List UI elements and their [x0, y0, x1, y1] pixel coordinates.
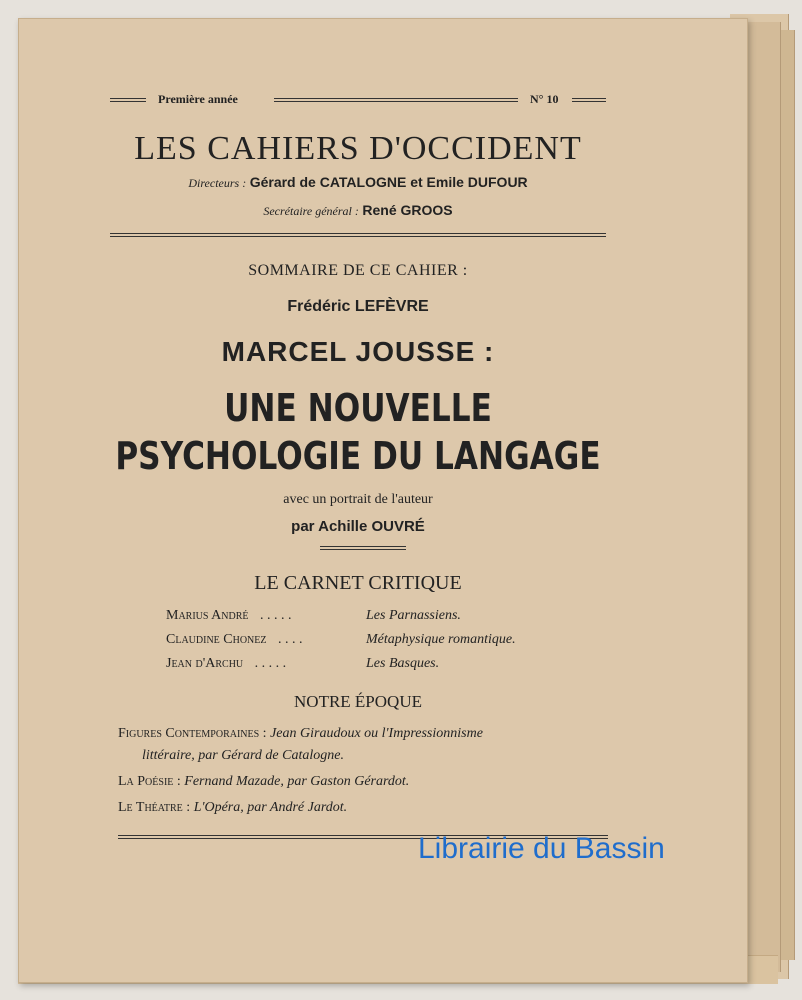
secretaire-name: René GROOS [362, 202, 453, 218]
directeurs-label: Directeurs : [188, 176, 247, 190]
carnet-item [166, 608, 292, 624]
secretaire-label: Secrétaire général : [263, 204, 359, 218]
author-name: Frédéric LEFÈVRE [287, 298, 429, 315]
year-label: Première année [158, 92, 238, 106]
carnet-author: Marius André [166, 608, 249, 623]
rule [320, 546, 406, 550]
theatre-label: Le Théatre : [118, 800, 191, 815]
poesie-text: Fernand Mazade, par Gaston Gérardot. [184, 774, 410, 789]
main-title-line1: UNE NOUVELLE [224, 386, 492, 430]
portrait-note: avec un portrait de l'auteur [283, 492, 433, 507]
subject-heading: MARCEL JOUSSE : [221, 336, 495, 367]
sommaire-heading: SOMMAIRE DE CE CAHIER : [248, 262, 468, 279]
carnet-heading: LE CARNET CRITIQUE [254, 572, 462, 594]
rule [110, 98, 146, 102]
carnet-title: Les Parnassiens. [366, 608, 461, 623]
figures-entry [118, 726, 610, 742]
carnet-title: Les Basques. [366, 656, 440, 671]
directeurs-line [18, 174, 698, 192]
portrait-credit: par Achille OUVRÉ [291, 518, 425, 535]
directeurs-names: Gérard de CATALOGNE et Emile DUFOUR [249, 174, 528, 190]
main-title-line2: PSYCHOLOGIE DU LANGAGE [115, 434, 601, 478]
carnet-title: Métaphysique romantique. [366, 632, 516, 647]
carnet-author: Claudine Chonez [166, 632, 267, 647]
epoque-heading: NOTRE ÉPOQUE [294, 692, 422, 711]
theatre-text: L'Opéra, par André Jardot. [193, 800, 348, 815]
watermark-text: Librairie du Bassin [418, 832, 665, 865]
rule [274, 98, 518, 102]
issue-number: N° 10 [530, 92, 559, 106]
figures-line2: littéraire, par Gérard de Catalogne. [142, 748, 344, 763]
rule [110, 233, 606, 237]
journal-title: LES CAHIERS D'OCCIDENT [134, 130, 582, 167]
rule [572, 98, 606, 102]
figures-label: Figures Contemporaines : [118, 726, 267, 741]
secretaire-line [18, 202, 698, 220]
leader-dots: . . . . [278, 632, 303, 647]
carnet-author: Jean d'Archu [166, 656, 244, 671]
leader-dots: . . . . . [260, 608, 292, 623]
poesie-label: La Poésie : [118, 774, 181, 789]
theatre-entry [118, 800, 347, 816]
figures-line1: Jean Giraudoux ou l'Impressionnisme [270, 726, 483, 741]
carnet-item [166, 656, 286, 672]
poesie-entry [118, 774, 409, 790]
carnet-item [166, 632, 303, 648]
leader-dots: . . . . . [254, 656, 287, 671]
